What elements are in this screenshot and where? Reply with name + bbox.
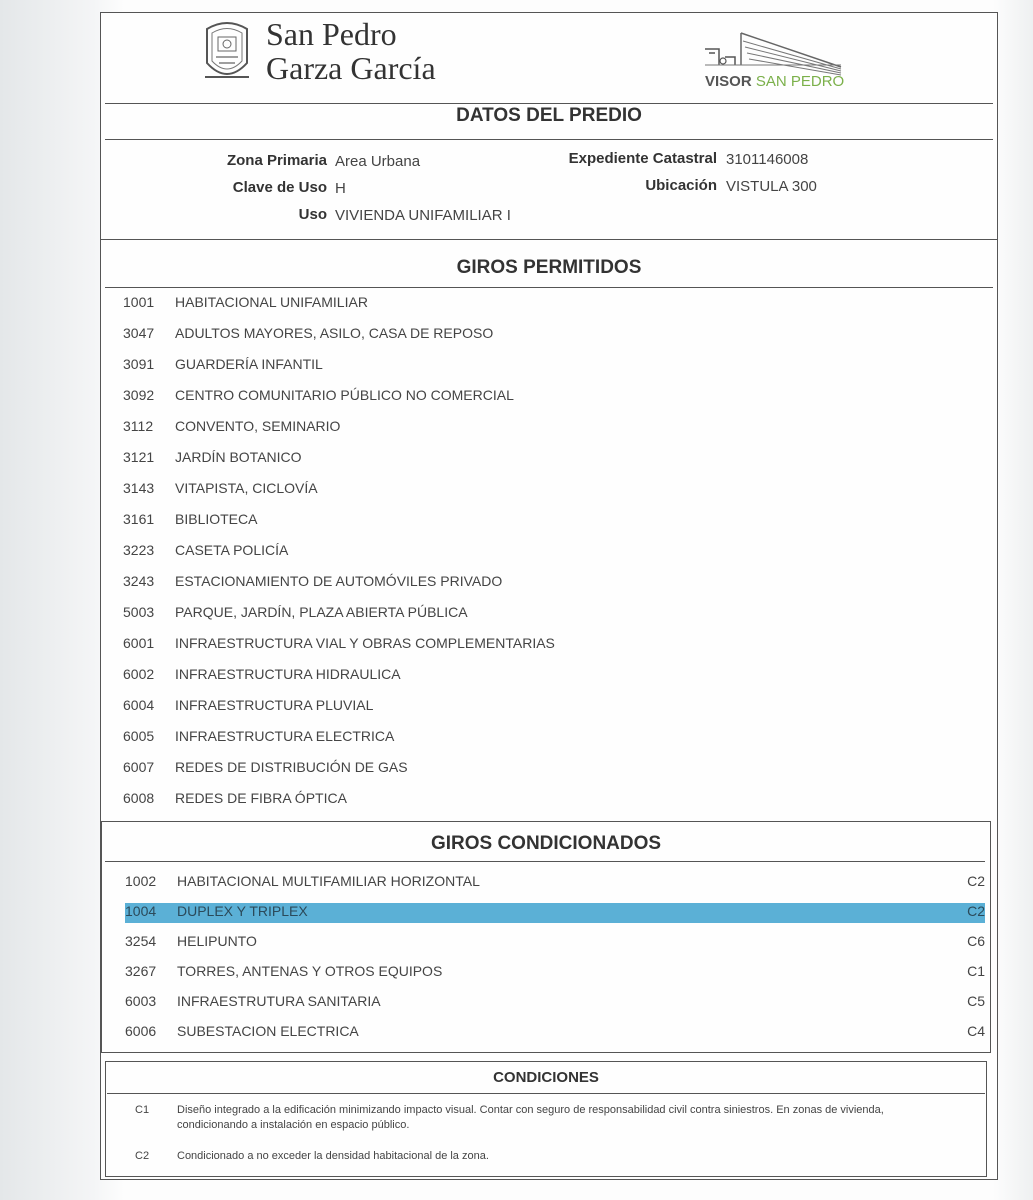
giros-permitidos-title: GIROS PERMITIDOS [456, 257, 642, 278]
document-header [101, 13, 997, 105]
giro-code: 3047 [123, 325, 155, 341]
condicionado-row[interactable] [125, 963, 985, 983]
uso-label: Uso [298, 206, 327, 223]
giro-description: INFRAESTRUCTURA PLUVIAL [175, 697, 374, 713]
giro-description: REDES DE DISTRIBUCIÓN DE GAS [175, 759, 408, 775]
visor-place: SAN PEDRO [755, 73, 845, 90]
ubicacion-label: Ubicación [645, 177, 717, 194]
giro-code: 6006 [125, 1023, 157, 1039]
giro-code: 6003 [125, 993, 157, 1009]
condicionado-row[interactable] [125, 933, 985, 953]
zona-primaria-value: Area Urbana [335, 153, 421, 170]
giro-code: 1001 [123, 294, 155, 310]
giro-code: 3254 [125, 933, 157, 949]
condition-code: C6 [967, 933, 985, 949]
giro-code: 3112 [123, 418, 154, 434]
giro-description: CENTRO COMUNITARIO PÚBLICO NO COMERCIAL [175, 387, 514, 403]
giro-code: 3092 [123, 387, 155, 403]
condition-code: C1 [967, 963, 985, 979]
condition-code: C4 [967, 1023, 985, 1039]
giro-description: INFRAESTRUCTURA HIDRAULICA [175, 666, 401, 682]
giro-code: 3161 [123, 511, 155, 527]
divider [105, 861, 985, 862]
giro-code: 6004 [123, 697, 155, 713]
condition-text [177, 1103, 977, 1133]
giros-condicionados-title: GIROS CONDICIONADOS [430, 833, 662, 854]
expediente-value: 3101146008 [726, 151, 809, 168]
giro-code: 3267 [125, 963, 157, 979]
giro-description: INFRAESTRUCTURA VIAL Y OBRAS COMPLEMENTARIAS [175, 635, 555, 651]
condition-code: C2 [135, 1150, 150, 1162]
divider [101, 239, 997, 240]
city-name [266, 17, 436, 85]
condicionado-row-selected[interactable] [125, 903, 985, 923]
giro-description: REDES DE FIBRA ÓPTICA [175, 790, 347, 806]
giro-description: ADULTOS MAYORES, ASILO, CASA DE REPOSO [175, 325, 494, 341]
condicionado-row[interactable] [125, 993, 985, 1013]
condition-text-line1: Condicionado a no exceder la densidad habitacional de la zona. [177, 1150, 489, 1162]
giro-code: 1002 [125, 873, 157, 889]
giro-code: 3091 [123, 356, 155, 372]
clave-uso-value: H [335, 180, 346, 197]
giro-code: 6005 [123, 728, 155, 744]
condition-text-line1: Diseño integrado a la edificación minimizando impacto visual. Contar con seguro de responsabilidad civil contra siniestros. En zonas de vivienda, [177, 1104, 884, 1116]
condicionado-row[interactable] [125, 1023, 985, 1043]
giro-description: INFRAESTRUTURA SANITARIA [177, 993, 381, 1009]
giro-code: 1004 [125, 903, 157, 919]
visor-word: VISOR [705, 73, 752, 90]
condition-text [177, 1149, 977, 1164]
divider [105, 287, 993, 288]
giro-description: HABITACIONAL UNIFAMILIAR [175, 294, 368, 310]
condition-code: C5 [967, 993, 985, 1009]
giro-code: 3143 [123, 480, 155, 496]
screen-right-shade [993, 0, 1033, 1200]
divider [105, 139, 993, 140]
giro-description: INFRAESTRUCTURA ELECTRICA [175, 728, 395, 744]
condition-text-line2: condicionando a instalación en espacio público. [177, 1119, 410, 1131]
giro-code: 3121 [123, 449, 155, 465]
giro-code: 6002 [123, 666, 155, 682]
document-page [100, 12, 998, 1180]
uso-value: VIVIENDA UNIFAMILIAR I [335, 207, 511, 224]
giro-description: ESTACIONAMIENTO DE AUTOMÓVILES PRIVADO [175, 573, 503, 589]
condition-code: C1 [135, 1104, 150, 1116]
divider [107, 1093, 985, 1094]
giro-description: JARDÍN BOTANICO [175, 449, 302, 465]
municipal-seal-icon [201, 19, 253, 87]
giro-description: PARQUE, JARDÍN, PLAZA ABIERTA PÚBLICA [175, 604, 468, 620]
giro-code: 5003 [123, 604, 155, 620]
zona-primaria-label: Zona Primaria [226, 152, 327, 169]
giro-description: HABITACIONAL MULTIFAMILIAR HORIZONTAL [177, 873, 480, 889]
visor-brand [705, 73, 844, 90]
condition-code: C2 [967, 903, 985, 919]
city-name-line2: Garza García [266, 50, 436, 86]
giro-description: BIBLIOTECA [175, 511, 258, 527]
giro-code: 6001 [123, 635, 155, 651]
giro-description: CASETA POLICÍA [175, 542, 289, 558]
giro-code: 3243 [123, 573, 155, 589]
ubicacion-value: VISTULA 300 [726, 178, 817, 195]
giro-description: SUBESTACION ELECTRICA [177, 1023, 359, 1039]
condicionado-row[interactable] [125, 873, 985, 893]
giro-code: 3223 [123, 542, 155, 558]
expediente-label: Expediente Catastral [568, 150, 717, 167]
giro-description: VITAPISTA, CICLOVÍA [175, 480, 318, 496]
condiciones-title: CONDICIONES [493, 1069, 599, 1086]
datos-predio-title: DATOS DEL PREDIO [456, 105, 642, 126]
clave-uso-label: Clave de Uso [232, 179, 327, 196]
city-name-line1: San Pedro [266, 16, 397, 52]
giro-description: GUARDERÍA INFANTIL [175, 356, 323, 372]
giro-description: DUPLEX Y TRIPLEX [177, 903, 308, 919]
giro-code: 6007 [123, 759, 155, 775]
giro-description: TORRES, ANTENAS Y OTROS EQUIPOS [177, 963, 443, 979]
giro-description: HELIPUNTO [177, 933, 257, 949]
condition-code: C2 [967, 873, 985, 889]
divider [105, 103, 993, 104]
giro-code: 6008 [123, 790, 155, 806]
giro-description: CONVENTO, SEMINARIO [175, 418, 341, 434]
